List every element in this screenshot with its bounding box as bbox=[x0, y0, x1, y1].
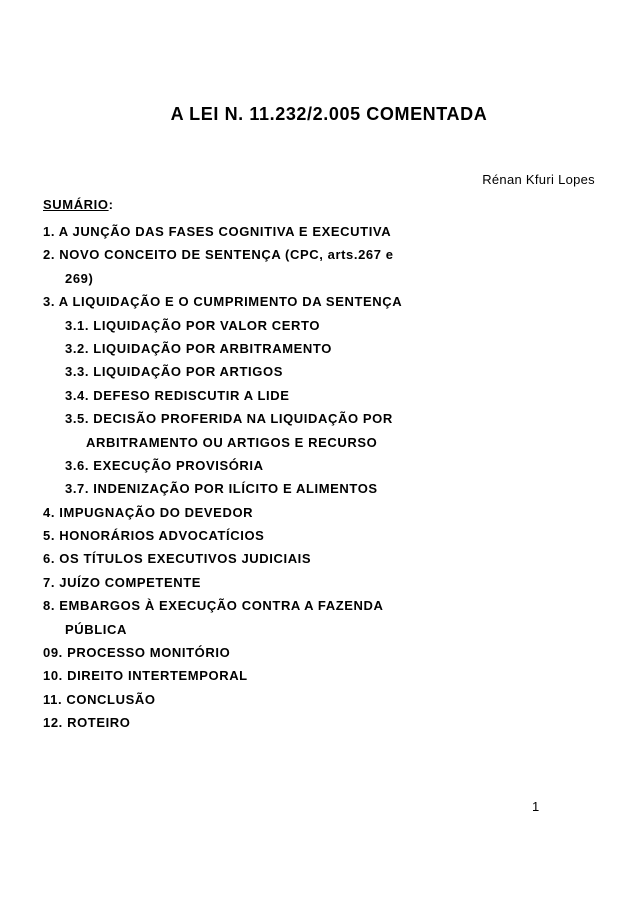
toc-item: 3.3. LIQUIDAÇÃO POR ARTIGOS bbox=[65, 364, 283, 380]
toc-item: 269) bbox=[65, 270, 94, 286]
toc-item: 8. EMBARGOS À EXECUÇÃO CONTRA A FAZENDA bbox=[43, 598, 384, 614]
toc-item: 11. CONCLUSÃO bbox=[43, 691, 156, 707]
toc-item: 3.7. INDENIZAÇÃO POR ILÍCITO E ALIMENTOS bbox=[65, 481, 378, 497]
toc-item: 12. ROTEIRO bbox=[43, 715, 131, 731]
toc-item: 5. HONORÁRIOS ADVOCATÍCIOS bbox=[43, 528, 265, 544]
toc-item: 09. PROCESSO MONITÓRIO bbox=[43, 645, 231, 661]
toc-item: 3.6. EXECUÇÃO PROVISÓRIA bbox=[65, 457, 264, 473]
toc-item: 2. NOVO CONCEITO DE SENTENÇA (CPC, arts.267 e bbox=[43, 247, 394, 263]
toc-item: 3. A LIQUIDAÇÃO E O CUMPRIMENTO DA SENTENÇA bbox=[43, 294, 403, 310]
toc-item: 3.4. DEFESO REDISCUTIR A LIDE bbox=[65, 387, 290, 403]
toc-item: 10. DIREITO INTERTEMPORAL bbox=[43, 668, 248, 684]
toc-item: 6. OS TÍTULOS EXECUTIVOS JUDICIAIS bbox=[43, 551, 312, 567]
summary-heading bbox=[43, 197, 114, 212]
toc-item: PÚBLICA bbox=[65, 621, 127, 637]
table-of-contents bbox=[43, 220, 603, 735]
document-title: A LEI N. 11.232/2.005 COMENTADA bbox=[170, 104, 488, 124]
summary-colon: : bbox=[108, 197, 114, 212]
page-number: 1 bbox=[532, 799, 540, 814]
toc-item: 3.1. LIQUIDAÇÃO POR VALOR CERTO bbox=[65, 317, 321, 333]
toc-item: 4. IMPUGNAÇÃO DO DEVEDOR bbox=[43, 504, 254, 520]
toc-item: ARBITRAMENTO OU ARTIGOS E RECURSO bbox=[86, 434, 378, 450]
summary-label-text: SUMÁRIO bbox=[43, 197, 109, 212]
toc-item: 3.2. LIQUIDAÇÃO POR ARBITRAMENTO bbox=[65, 340, 332, 356]
toc-item: 7. JUÍZO COMPETENTE bbox=[43, 574, 202, 590]
toc-item: 1. A JUNÇÃO DAS FASES COGNITIVA E EXECUTIVA bbox=[43, 224, 392, 239]
author-name: Rénan Kfuri Lopes bbox=[482, 172, 595, 187]
toc-item: 3.5. DECISÃO PROFERIDA NA LIQUIDAÇÃO POR bbox=[65, 411, 393, 427]
